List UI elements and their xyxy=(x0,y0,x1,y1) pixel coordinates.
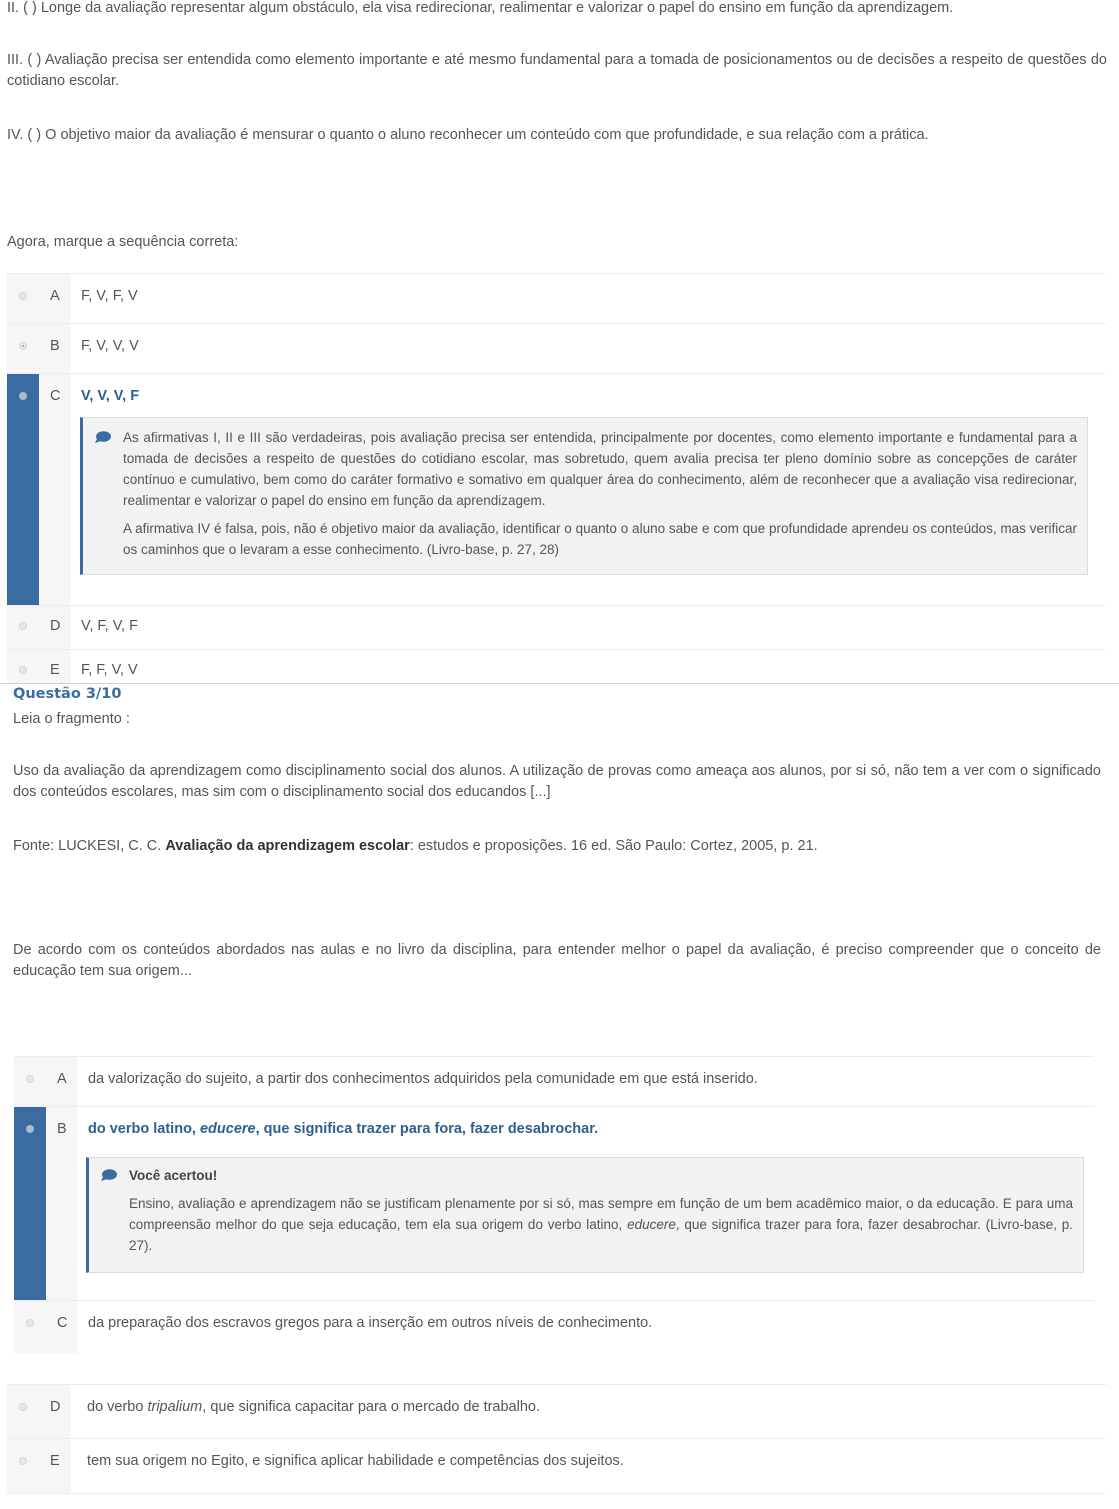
option-text: V, F, V, F xyxy=(81,618,138,634)
option-text: V, V, V, F xyxy=(81,388,140,404)
radio-icon[interactable] xyxy=(19,292,27,300)
option-letter: C xyxy=(57,1315,68,1331)
option-text: F, V, V, V xyxy=(81,338,139,354)
q2-option-e[interactable] xyxy=(7,649,1106,684)
radio-icon[interactable] xyxy=(26,1319,34,1327)
radio-icon[interactable] xyxy=(26,1075,34,1083)
option-text: tem sua origem no Egito, e significa aplicar habilidade e competências dos sujeitos. xyxy=(87,1453,624,1469)
option-letter: A xyxy=(57,1071,67,1087)
speech-bubble-icon xyxy=(101,1169,117,1181)
question-intro: Leia o fragmento : xyxy=(13,711,130,727)
option-letter: D xyxy=(50,618,61,634)
q2-option-b[interactable] xyxy=(7,323,1106,374)
radio-icon[interactable] xyxy=(19,1403,27,1411)
option-text: do verbo latino, educere, que significa trazer para fora, fazer desabrochar. xyxy=(88,1121,599,1137)
radio-icon[interactable] xyxy=(19,1457,27,1465)
option-text: da preparação dos escravos gregos para a inserção em outros níveis de conhecimento. xyxy=(88,1315,653,1331)
feedback-heading: Você acertou! xyxy=(129,1168,218,1183)
answer-prompt: Agora, marque a sequência correta: xyxy=(7,234,239,250)
q2-option-a[interactable] xyxy=(7,273,1106,324)
feedback-box xyxy=(80,417,1088,575)
option-letter: B xyxy=(50,338,60,354)
option-text: F, V, F, V xyxy=(81,288,138,304)
book-title: Avaliação da aprendizagem escolar xyxy=(165,838,410,854)
radio-icon[interactable] xyxy=(19,342,27,350)
option-letter: E xyxy=(50,662,60,678)
fragment-text: Uso da avaliação da aprendizagem como disciplinamento social dos alunos. A utilização de provas como ameaça aos alunos, por si só, não tem a ver com o significado dos conteúdos escolares, mas sim com o disciplinamento social dos educandos [...] xyxy=(13,763,1101,800)
option-letter: A xyxy=(50,288,60,304)
question-divider xyxy=(0,683,1119,684)
radio-icon[interactable] xyxy=(19,666,27,674)
option-text: do verbo tripalium, que significa capacitar para o mercado de trabalho. xyxy=(87,1399,540,1415)
q3-option-b[interactable] xyxy=(14,1106,1094,1301)
source-citation: Fonte: LUCKESI, C. C. Avaliação da aprendizagem escolar: estudos e proposições. 16 ed. São Paulo: Cortez, 2005, p. 21. xyxy=(13,838,818,854)
option-letter: B xyxy=(57,1121,67,1137)
radio-icon[interactable] xyxy=(19,622,27,630)
option-letter: D xyxy=(50,1399,61,1415)
radio-icon[interactable] xyxy=(19,392,27,400)
speech-bubble-icon xyxy=(95,431,111,443)
question-text: De acordo com os conteúdos abordados nas aulas e no livro da disciplina, para entender melhor o papel da avaliação, é preciso compreender que o conceito de educação tem sua origem... xyxy=(13,942,1101,979)
q3-option-d[interactable] xyxy=(7,1384,1106,1439)
q3-option-c[interactable] xyxy=(14,1300,1094,1353)
feedback-box xyxy=(86,1157,1084,1273)
statement-iv: IV. ( ) O objetivo maior da avaliação é mensurar o quanto o aluno reconhecer um conteúdo com que profundidade, e sua relação com a prática. xyxy=(7,127,929,143)
question-title: Questão 3/10 xyxy=(13,686,122,702)
option-text: F, F, V, V xyxy=(81,662,138,678)
option-letter: E xyxy=(50,1453,60,1469)
feedback-paragraph: Ensino, avaliação e aprendizagem não se justificam plenamente por si só, mas sempre em função de um bem acadêmico maior, o da educação. E para uma compreensão melhor do que seja educação, tem ela sua origem do verbo latino, educere, que significa trazer para fora, fazer desabrochar. (Livro-base, p. 27). xyxy=(129,1196,1073,1253)
feedback-paragraph: As afirmativas I, II e III são verdadeiras, pois avaliação precisa ser entendida, principalmente por docentes, como elemento importante e fundamental para a tomada de decisões a respeito de questões do cotidiano escolar, mas sobretudo, quem avalia precisa ter pleno domínio sobre as concepções de caráter contínuo e cumulativo, bem como do caráter formativo e somativo em qualquer área do conhecimento, além de reconhecer que a avaliação visa redirecionar, realimentar e valorizar o papel do ensino em função da aprendizagem. xyxy=(123,430,1077,508)
radio-icon[interactable] xyxy=(26,1125,34,1133)
feedback-paragraph: A afirmativa IV é falsa, pois, não é objetivo maior da avaliação, identificar o quanto o aluno sabe e com que profundidade aprendeu os conteúdos, mas verificar os caminhos que o levaram a esse conhecimento. (Livro-base, p. 27, 28) xyxy=(123,521,1077,557)
option-letter: C xyxy=(50,388,61,404)
option-text: da valorização do sujeito, a partir dos conhecimentos adquiridos pela comunidade em que está inserido. xyxy=(88,1071,758,1087)
statement-iii: III. ( ) Avaliação precisa ser entendida como elemento importante e até mesmo fundamental para a tomada de posicionamentos ou de decisões a respeito de questões do cotidiano escolar. xyxy=(7,52,1107,89)
q3-option-e[interactable] xyxy=(7,1438,1106,1494)
q2-option-d[interactable] xyxy=(7,605,1106,650)
q2-option-c[interactable] xyxy=(7,373,1106,606)
q3-option-a[interactable] xyxy=(14,1056,1094,1107)
statement-ii: II. ( ) Longe da avaliação representar algum obstáculo, ela visa redirecionar, realimentar e valorizar o papel do ensino em função da aprendizagem. xyxy=(7,0,954,16)
